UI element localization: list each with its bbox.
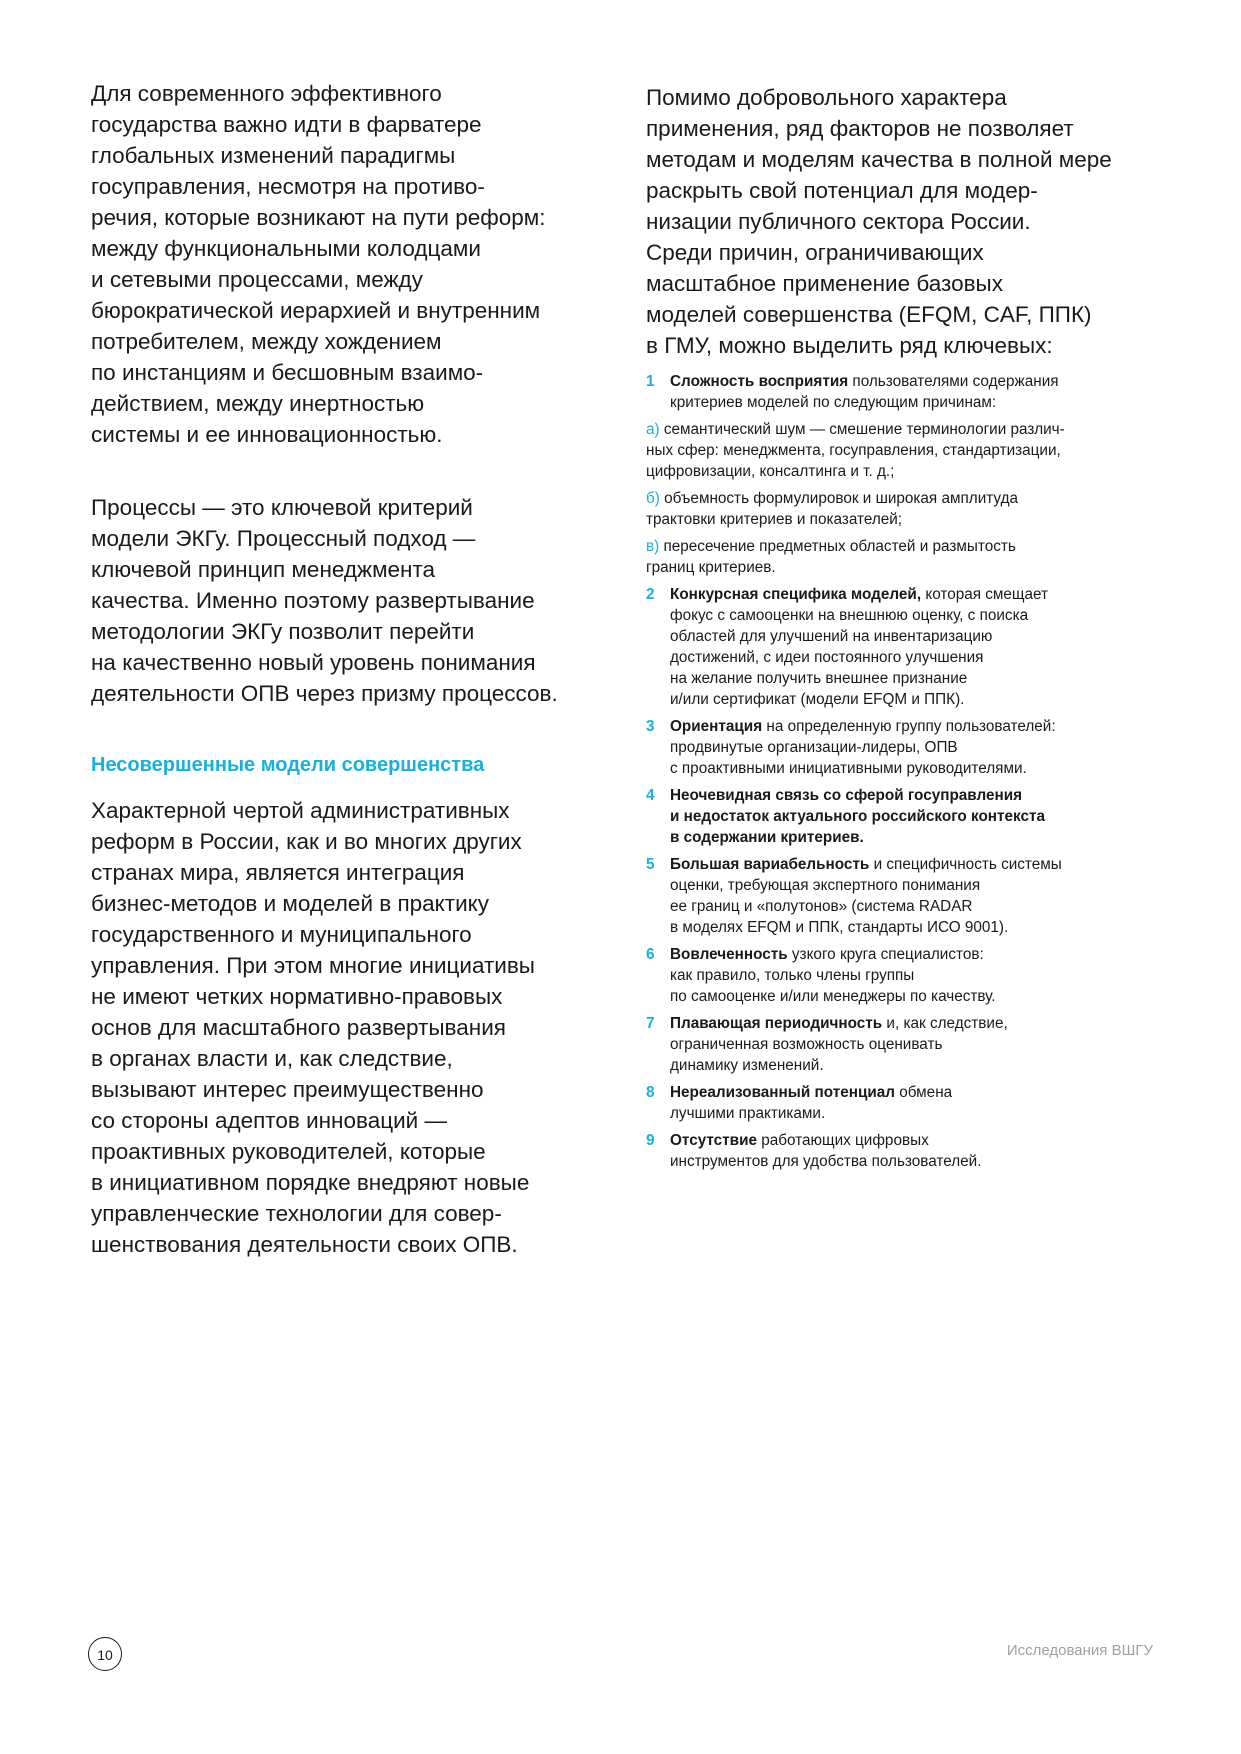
sub-text: семантический шум — смешение терминологии различ- [659,421,1065,438]
list-item [646,944,1166,1007]
item-bold: в содержании критериев. [670,829,864,846]
text-line: системы и ее инновационностью. [91,422,443,447]
text-line: раскрыть свой потенциал для модер- [646,178,1038,203]
paragraph-factors-intro [646,82,1166,361]
text-line: управления. При этом многие инициативы [91,953,535,978]
text-line: низации публичного сектора России. [646,209,1031,234]
text-line: ее границ и «полутонов» (система RADAR [670,898,973,915]
text-line: модели ЭКГу. Процессный подход — [91,526,476,551]
text-line: вызывают интерес преимущественно [91,1077,484,1102]
text-line: потребителем, между хождением [91,329,442,354]
sub-mark: в) [646,538,660,555]
item-bold: Сложность восприятия [670,373,849,390]
text-line: глобальных изменений парадигмы [91,143,456,168]
text-line: как правило, только члены группы [670,967,915,984]
text-line: ограниченная возможность оценивать [670,1036,943,1053]
text-line: методологии ЭКГу позволит перейти [91,619,475,644]
paragraph-processes [91,492,611,709]
list-item [646,854,1166,938]
item-bold: Плавающая периодичность [670,1015,883,1032]
text-line: странах мира, является интеграция [91,860,465,885]
text-line: бизнес-методов и моделей в практику [91,891,490,916]
text-line: качества. Именно поэтому развертывание [91,588,535,613]
item-text: и, как следствие, [882,1015,1008,1032]
sub-item [646,536,1166,578]
paragraph-reforms [91,795,611,1260]
text-line: госуправления, несмотря на противо- [91,174,485,199]
text-line: не имеют четких нормативно-правовых [91,984,503,1009]
paragraph-intro [91,78,611,450]
text-line: проактивных руководителей, которые [91,1139,486,1164]
text-line: государства важно идти в фарватере [91,112,482,137]
item-bold: Нереализованный потенциал [670,1084,895,1101]
list-item [646,371,1166,413]
publication-name: Исследования ВШГУ [1006,1642,1153,1659]
text-line: ных сфер: менеджмента, госуправления, стандартизации, [646,442,1061,459]
item-text: и специфичность системы [869,856,1062,873]
text-line: ключевой принцип менеджмента [91,557,436,582]
text-line: в моделях EFQM и ППК, стандарты ИСО 9001). [670,919,1009,936]
item-bold: Большая вариабельность [670,856,870,873]
text-line: Характерной чертой административных [91,798,510,823]
item-text: обмена [894,1084,953,1101]
text-line: речия, которые возникают на пути реформ: [91,205,546,230]
text-line: шенствования деятельности своих ОПВ. [91,1232,518,1257]
text-line: фокус с самооценки на внешнюю оценку, с поиска [670,607,1029,624]
text-line: Среди причин, ограничивающих [646,240,984,265]
sub-text: объемность формулировок и широкая амплитуда [659,490,1018,507]
text-line: в инициативном порядке внедряют новые [91,1170,530,1195]
text-line: применения, ряд факторов не позволяет [646,116,1074,141]
list-number: 8 [646,1084,655,1101]
list-item [646,584,1166,710]
sub-item [646,419,1166,482]
text-line: оценки, требующая экспертного понимания [670,877,981,894]
text-line: по инстанциям и бесшовным взаимо- [91,360,484,385]
text-line: деятельности ОПВ через призму процессов. [91,681,558,706]
item-text: которая смещает [921,586,1049,603]
text-line: на качественно новый уровень понимания [91,650,536,675]
text-line: действием, между инертностью [91,391,425,416]
item-bold: Отсутствие [670,1132,757,1149]
text-line: Процессы — это ключевой критерий [91,495,473,520]
list-item [646,716,1166,779]
text-line: и сетевыми процессами, между [91,267,423,292]
sub-mark: б) [646,490,660,507]
item-bold: и недостаток актуального российского контекста [670,808,1045,825]
list-number: 4 [646,787,655,804]
text-line: Для современного эффективного [91,81,442,106]
text-line: границ критериев. [646,559,776,576]
text-line: динамику изменений. [670,1057,824,1074]
sub-text: пересечение предметных областей и размытость [659,538,1016,555]
list-item [646,785,1166,848]
text-line: масштабное применение базовых [646,271,1003,296]
text-line: бюрократической иерархией и внутренним [91,298,541,323]
sub-item [646,488,1166,530]
text-line: в ГМУ, можно выделить ряд ключевых: [646,333,1053,358]
text-line: лучшими практиками. [670,1105,826,1122]
text-line: в органах власти и, как следствие, [91,1046,453,1071]
item-bold: Конкурсная специфика моделей, [670,586,922,603]
text-line: методам и моделям качества в полной мере [646,147,1112,172]
text-line: по самооценке и/или менеджеры по качеству. [670,988,996,1005]
text-line: реформ в России, как и во многих других [91,829,522,854]
list-number: 7 [646,1015,655,1032]
text-line: со стороны адептов инноваций — [91,1108,447,1133]
text-line: достижений, с идеи постоянного улучшения [670,649,984,666]
factor-list [646,371,1166,1172]
text-line: продвинутые организации-лидеры, ОПВ [670,739,958,756]
list-number: 3 [646,718,655,735]
list-number: 2 [646,586,655,603]
list-number: 5 [646,856,655,873]
sub-mark: а) [646,421,660,438]
item-text: на определенную группу пользователей: [762,718,1056,735]
item-text: работающих цифровых [757,1132,929,1149]
right-column [646,82,1166,1178]
text-line: моделей совершенства (EFQM, CAF, ППК) [646,302,1092,327]
list-item [646,1130,1166,1172]
text-line: основ для масштабного развертывания [91,1015,506,1040]
item-bold: Ориентация [670,718,763,735]
item-bold: Неочевидная связь со сферой госуправления [670,787,1023,804]
page-number: 10 [88,1637,122,1671]
list-number: 1 [646,373,655,390]
text-line: с проактивными инициативными руководителями. [670,760,1027,777]
text-line: инструментов для удобства пользователей. [670,1153,982,1170]
list-number: 9 [646,1132,655,1149]
text-line: критериев моделей по следующим причинам: [670,394,997,411]
item-text: пользователями содержания [848,373,1059,390]
list-number: 6 [646,946,655,963]
text-line: Помимо добровольного характера [646,85,1007,110]
text-line: на желание получить внешнее признание [670,670,968,687]
text-line: государственного и муниципального [91,922,472,947]
item-bold: Вовлеченность [670,946,788,963]
item-text: узкого круга специалистов: [787,946,984,963]
list-item [646,1013,1166,1076]
text-line: управленческие технологии для совер- [91,1201,502,1226]
list-item [646,1082,1166,1124]
left-column [91,78,611,1260]
text-line: цифровизации, консалтинга и т. д.; [646,463,895,480]
text-line: между функциональными колодцами [91,236,481,261]
text-line: и/или сертификат (модели EFQM и ППК). [670,691,965,708]
text-line: областей для улучшений на инвентаризацию [670,628,993,645]
text-line: трактовки критериев и показателей; [646,511,903,528]
section-heading: Несовершенные модели совершенства [91,754,485,776]
